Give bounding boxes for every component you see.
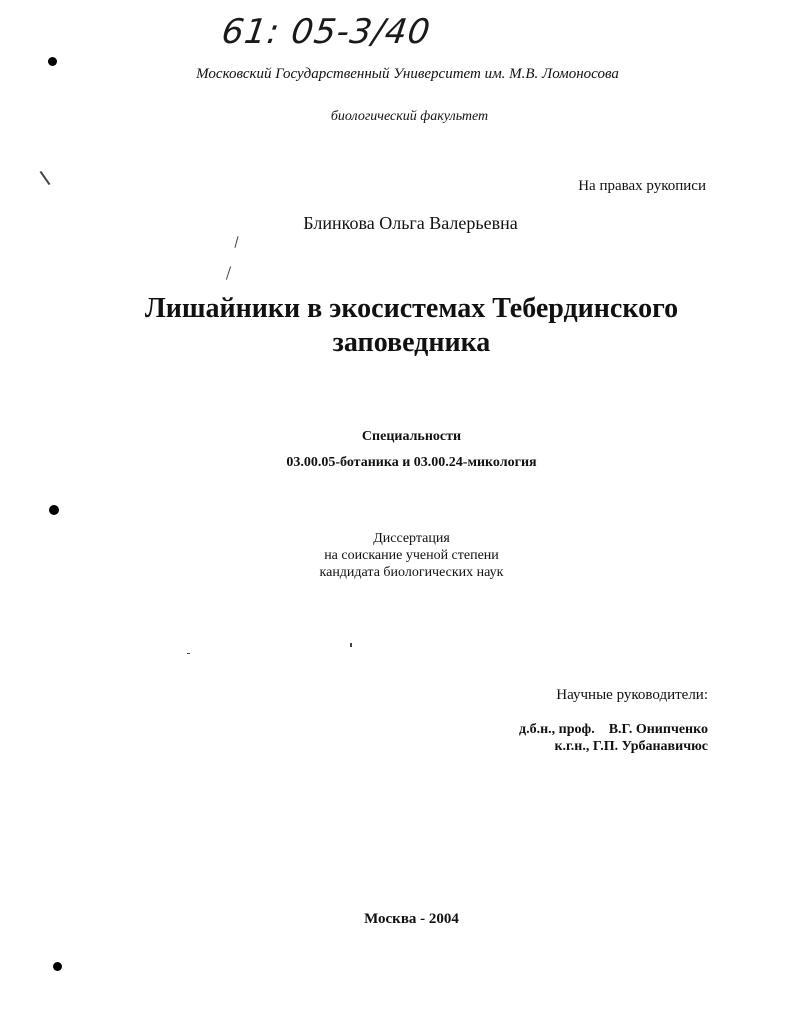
binder-hole-middle [49, 505, 59, 515]
city-and-year: Москва - 2004 [364, 911, 459, 927]
faculty-name: биологический факультет [330, 109, 489, 124]
specialty-label: Специальности [361, 429, 462, 444]
supervisor-second: к.г.н., Г.П. Урбанавичюс [554, 739, 708, 754]
scan-mark [187, 653, 190, 654]
author-name: Блинкова Ольга Валерьевна [303, 213, 518, 233]
handwritten-archive-number: 61: 05-3/40 [219, 12, 434, 52]
scan-mark [350, 643, 352, 647]
binder-hole-bottom [53, 962, 62, 971]
manuscript-rights-note: На правах рукописи [578, 178, 706, 194]
dissertation-title [0, 292, 799, 360]
university-name: Московский Государственный Университет им. М.В. Ломоносова [196, 66, 619, 82]
title-line-1: Лишайники в экосистемах Тебердинского [144, 293, 679, 324]
scan-mark [226, 266, 231, 280]
title-line-2: заповедника [332, 327, 491, 358]
supervisor-first: д.б.н., проф. В.Г. Онипченко [519, 722, 708, 737]
scan-mark [234, 236, 238, 248]
dissertation-description [0, 530, 799, 581]
supervisors-label: Научные руководители: [556, 687, 708, 703]
dissertation-line-1: Диссертация [373, 531, 450, 546]
dissertation-line-2: на соискание ученой степени [324, 548, 499, 563]
scan-mark [40, 171, 51, 185]
binder-hole-top [48, 57, 57, 66]
dissertation-line-3: кандидата биологических наук [319, 565, 504, 580]
specialty-codes: 03.00.05-ботаника и 03.00.24-микология [286, 455, 537, 470]
